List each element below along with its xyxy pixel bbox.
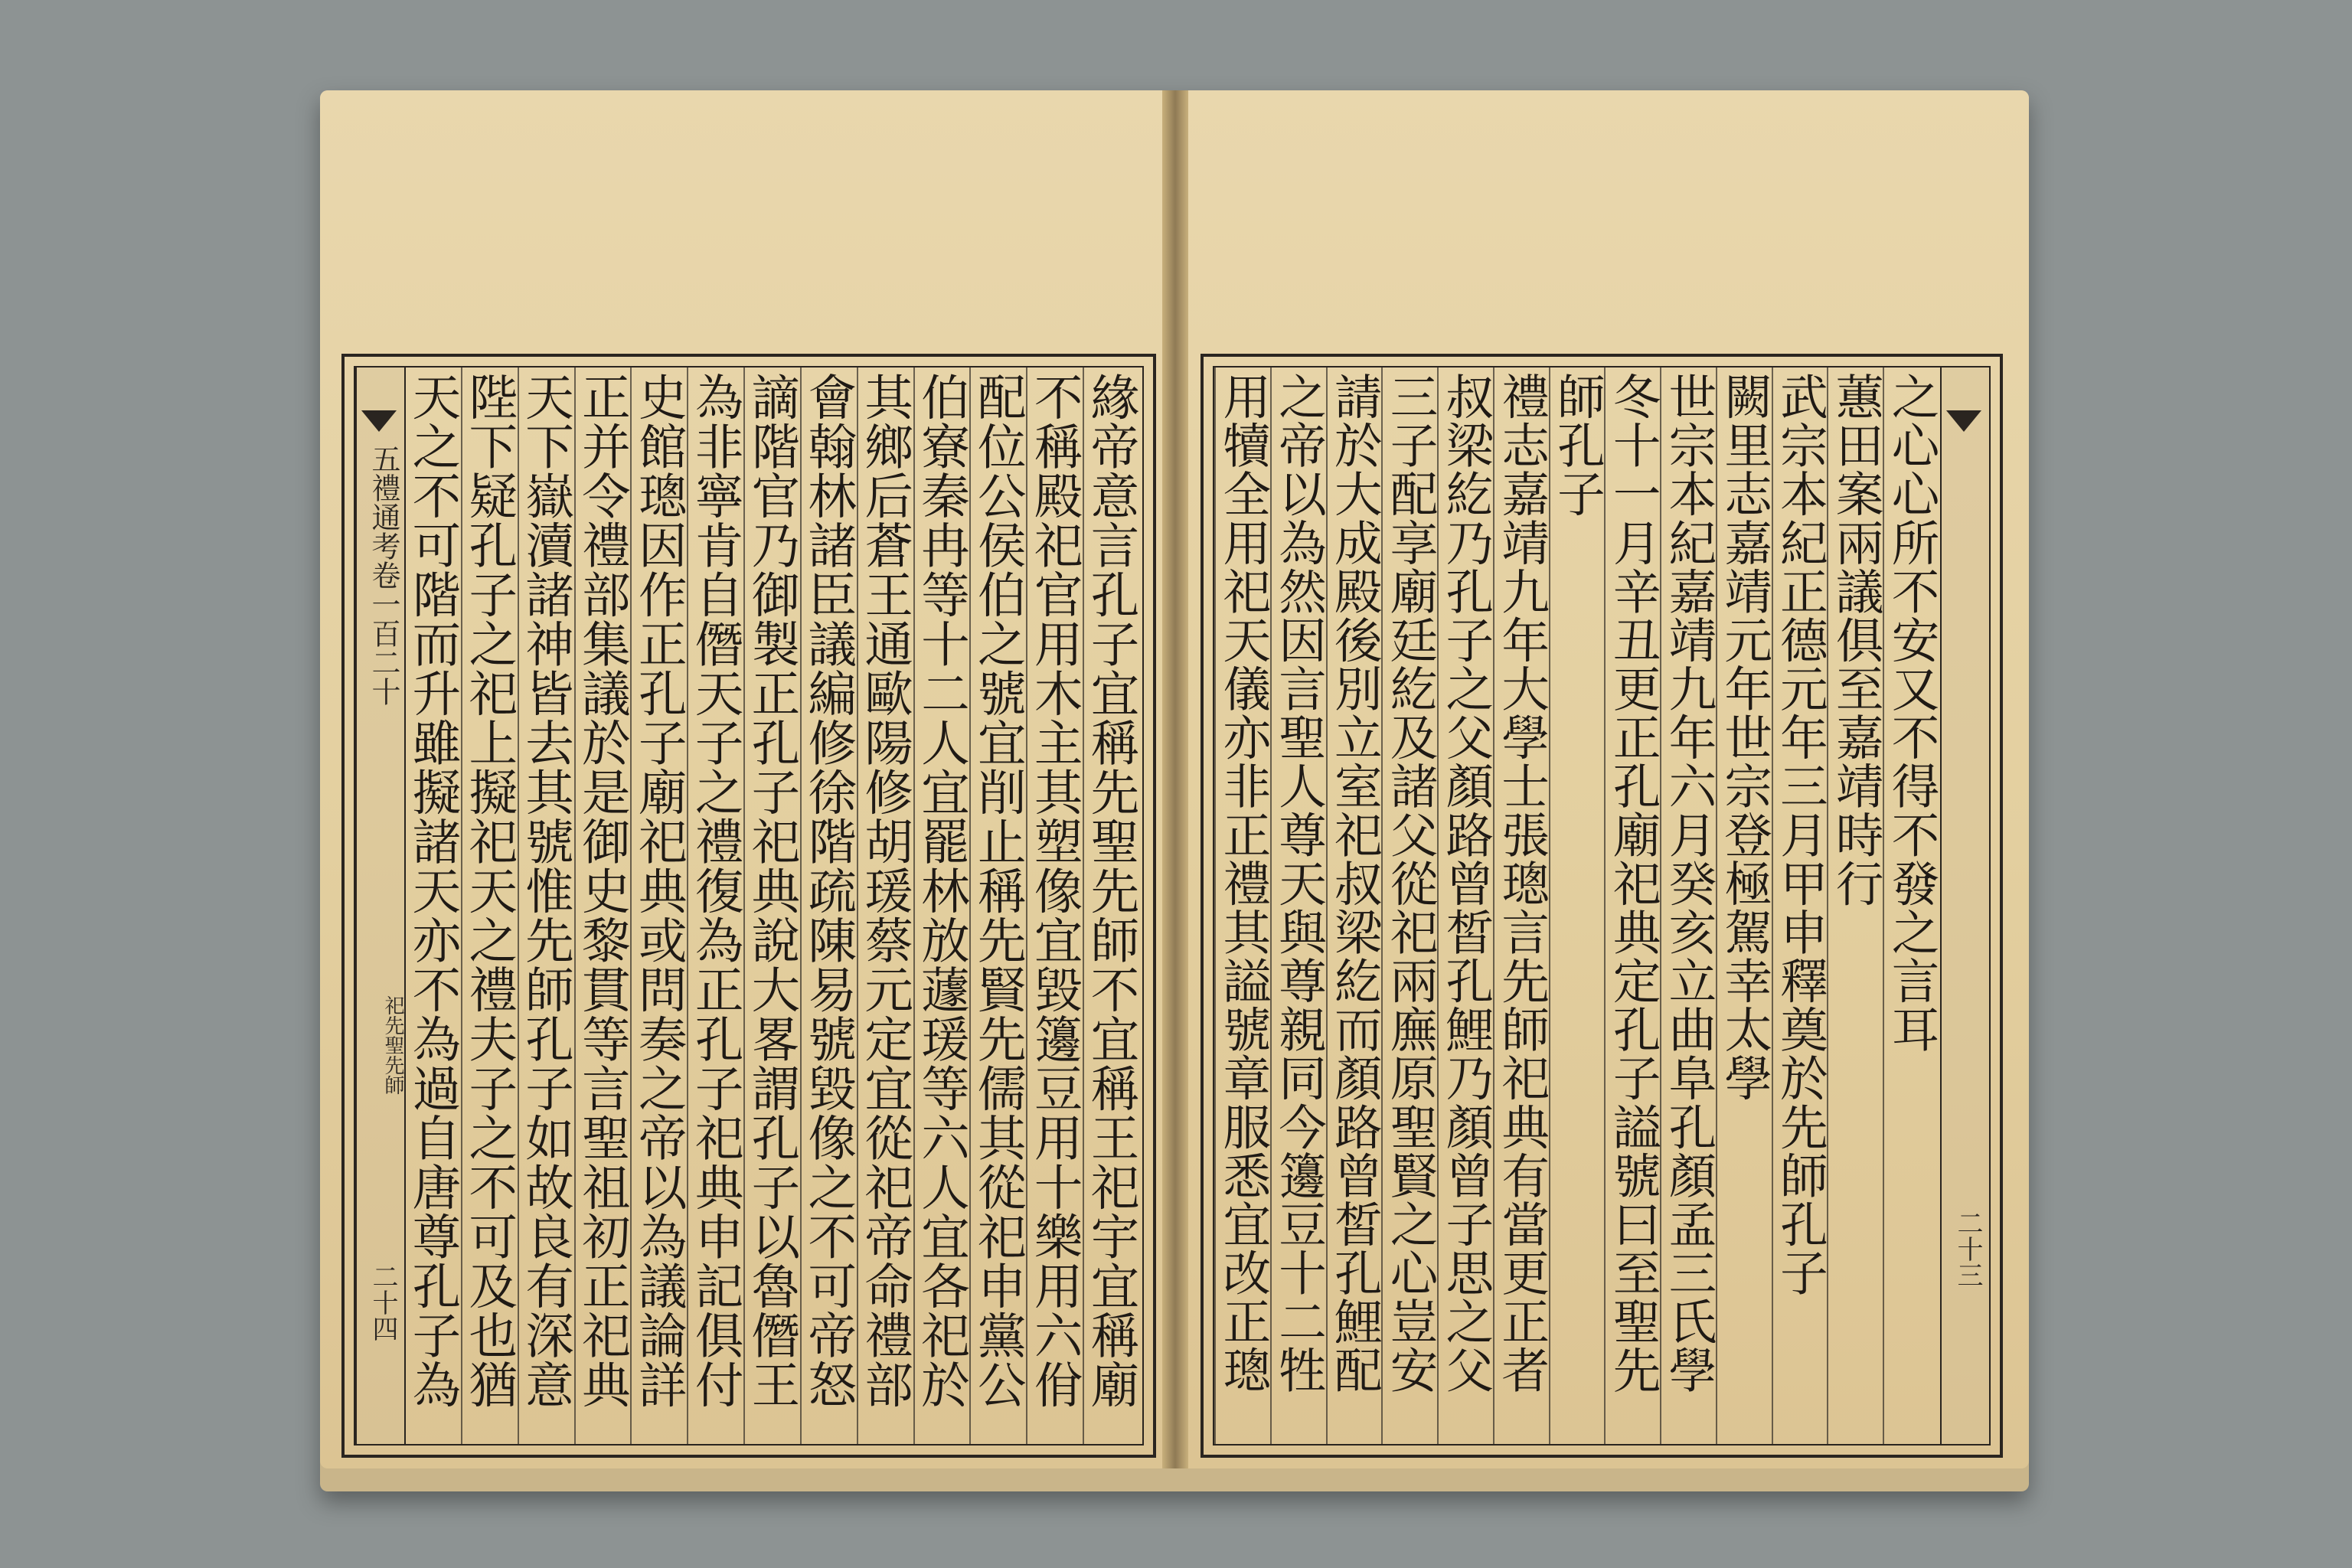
right-center-strip <box>1940 368 1991 1444</box>
book-gutter <box>1162 90 1188 1468</box>
text-column: 師孔子 <box>1549 368 1605 1444</box>
text-column: 用犢全用祀天儀亦非正禮其謚號章服悉宜改正璁 <box>1214 368 1270 1444</box>
text-column: 配位公侯伯之號宜削止稱先賢先儒其從祀申黨公 <box>969 368 1026 1444</box>
book-title-label: 五禮通考卷一百二十 <box>367 444 400 706</box>
text-column: 不稱殿祀官用木主其塑像宜毀籩豆用十樂用六佾 <box>1026 368 1083 1444</box>
text-column: 正并令禮部集議於是御史黎貫等言聖祖初正祀典 <box>574 368 631 1444</box>
text-column: 謫階官乃御製正孔子祀典說大畧謂孔子以魯僭王 <box>743 368 800 1444</box>
fish-tail-mark <box>361 410 397 432</box>
text-column: 蕙田案兩議俱至嘉靖時行 <box>1827 368 1883 1444</box>
open-book <box>320 90 2029 1491</box>
text-column: 之心心所不安又不得不發之言耳 <box>1883 368 1939 1444</box>
text-column: 史館璁因作正孔子廟祀典或問奏之帝以為議論詳 <box>630 368 687 1444</box>
right-text-block <box>1200 354 2003 1458</box>
text-column: 其鄉后蒼王通歐陽修胡瑗蔡元定宜從祀帝命禮部 <box>857 368 913 1444</box>
text-column: 禮志嘉靖九年大學士張璁言先師祀典有當更正者 <box>1493 368 1549 1444</box>
left-center-strip <box>355 368 406 1444</box>
left-text-block <box>341 354 1156 1458</box>
text-column: 為非寧肯自僭天子之禮復為正孔子祀典申記俱付 <box>687 368 743 1444</box>
text-column: 之帝以為然因言聖人尊天與尊親同今籩豆十二牲 <box>1270 368 1326 1444</box>
text-column: 闕里志嘉靖元年世宗登極駕幸太學 <box>1716 368 1772 1444</box>
section-title-label: 祀先聖先師 <box>381 995 404 1095</box>
text-column: 會翰林諸臣議編修徐階疏陳易號毀像之不可帝怒 <box>800 368 857 1444</box>
text-column: 緣帝意言孔子宜稱先聖先師不宜稱王祀宇宜稱廟 <box>1083 368 1139 1444</box>
text-column: 叔梁紇乃孔子之父顏路曾皙孔鯉乃顏曾子思之父 <box>1437 368 1493 1444</box>
text-column: 冬十一月辛丑更正孔廟祀典定孔子謚號曰至聖先 <box>1604 368 1660 1444</box>
text-column: 武宗本紀正德元年三月甲申釋奠於先師孔子 <box>1772 368 1828 1444</box>
text-column: 伯寮秦冉等十二人宜罷林放蘧瑗等六人宜各祀於 <box>913 368 970 1444</box>
fish-tail-mark <box>1946 410 1981 432</box>
text-column: 天之不可階而升雖擬諸天亦不為過自唐尊孔子為 <box>404 368 461 1444</box>
left-page-number: 二十四 <box>368 1263 398 1341</box>
text-column: 三子配享廟廷紇及諸父從祀兩廡原聖賢之心豈安 <box>1381 368 1437 1444</box>
right-page-number: 二十三 <box>1952 1210 1983 1288</box>
text-column: 世宗本紀嘉靖九年六月癸亥立曲阜孔顏孟三氏學 <box>1660 368 1716 1444</box>
text-column: 陛下疑孔子之祀上擬祀天之禮夫子之不可及也猶 <box>461 368 518 1444</box>
text-column: 請於大成殿後別立室祀叔梁紇而顏路曾皙孔鯉配 <box>1326 368 1382 1444</box>
text-column: 天下嶽瀆諸神皆去其號惟先師孔子如故良有深意 <box>518 368 574 1444</box>
